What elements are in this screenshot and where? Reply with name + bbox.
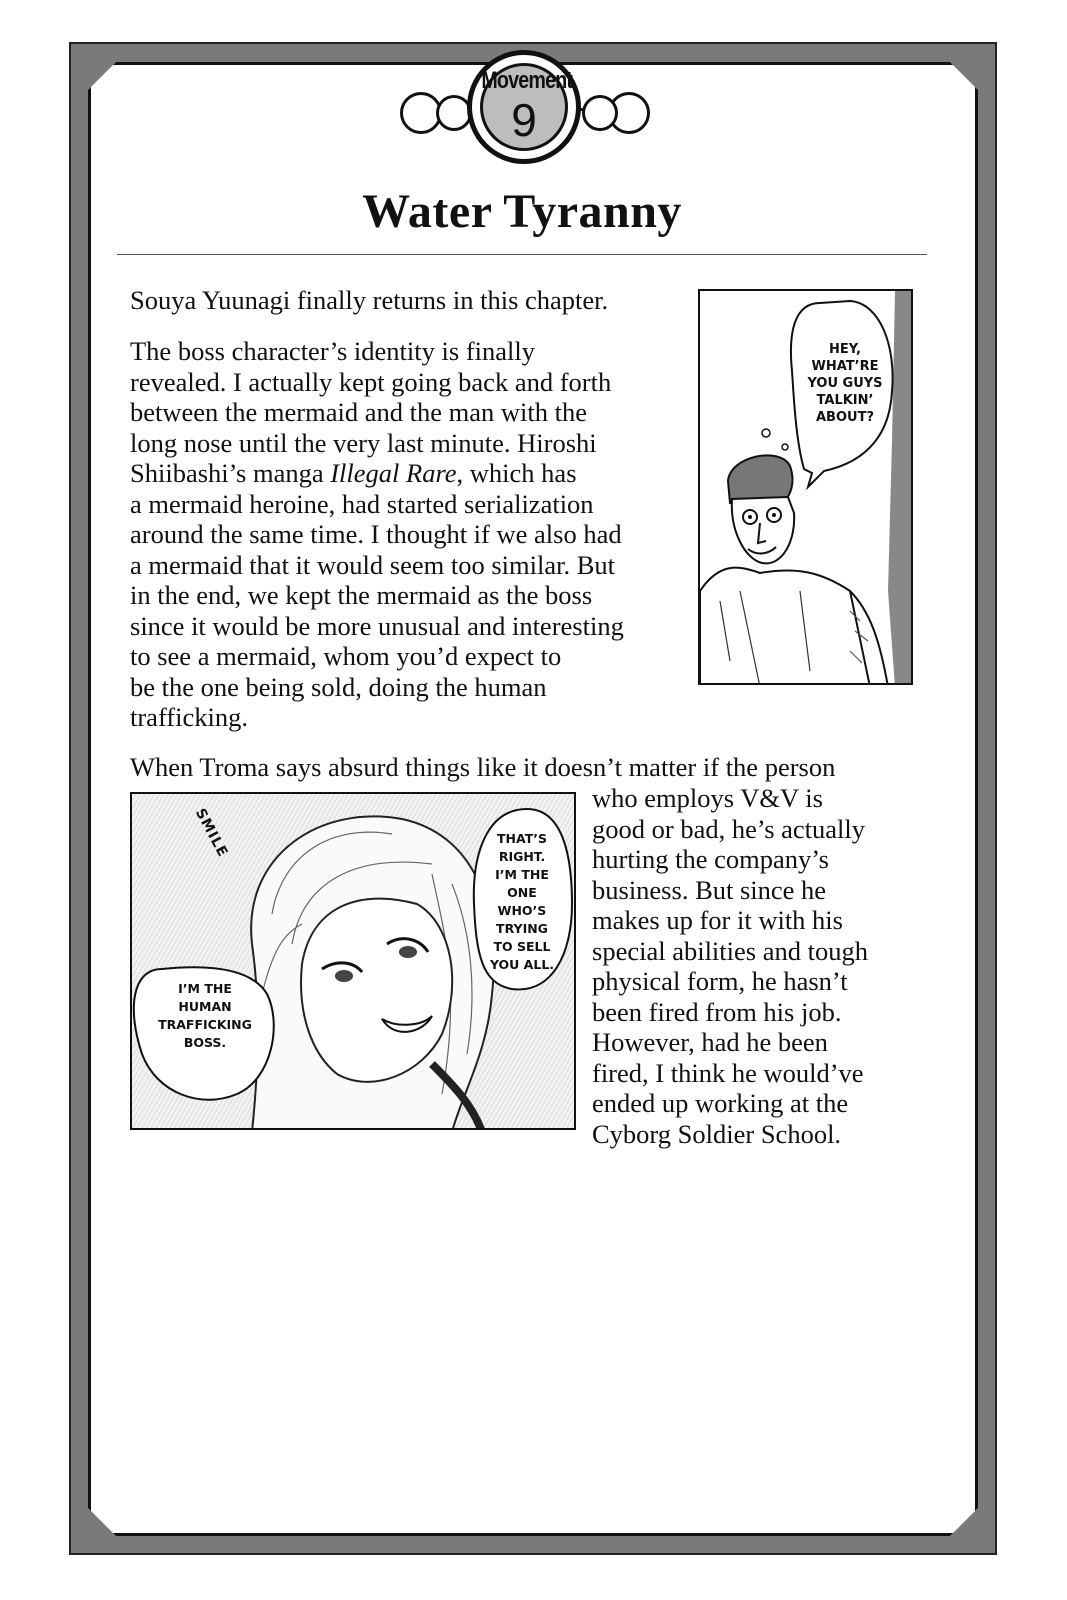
paragraph-3-line: makes up for it with his [592,905,843,935]
balloon-line: ONE [507,885,537,900]
balloon-line: TRAFFICKING [158,1017,252,1032]
paragraph-2-line: between the mermaid and the man with the [130,397,587,427]
paragraph-1: Souya Yuunagi finally returns in this chapter. [130,285,609,315]
balloon-line: WHAT’RE [811,359,879,374]
paragraph-3-line: who employs V&V is [592,783,823,813]
paragraph-2-line: a mermaid heroine, had started serialization [130,488,594,519]
paragraph-3-line: However, had he been [592,1027,828,1057]
balloon-text-man [800,341,890,426]
balloon-line: I’M THE [178,981,232,996]
balloon-line: TO SELL [493,939,551,954]
paragraph-3-line: fired, I think he would’ve [592,1057,864,1088]
chapter-title: Water Tyranny [362,185,682,238]
paragraph-3-line: been fired from his job. [592,996,842,1027]
balloon-text-left [150,980,260,1052]
balloon-line: YOU ALL. [489,957,555,972]
paragraph-3-line: Cyborg Soldier School. [592,1118,842,1149]
manga-panel-man [698,289,913,685]
balloon-line: ABOUT? [816,410,874,425]
paragraph-3 [592,783,932,1149]
paragraph-3-line: ended up working at the [592,1088,849,1118]
paragraph-2-line: The boss character’s identity is finally [130,336,535,366]
paragraph-3-line: hurting the company’s [592,844,829,874]
bandana [728,455,792,503]
paragraph-2-line: be the one being sold, doing the human [130,671,547,702]
paragraph-2-line: to see a mermaid, whom you’d expect to [130,641,562,671]
paragraph-2-line: trafficking. [130,702,248,732]
balloon-line: I’M THE [495,867,549,882]
line-text: , which has [456,458,577,488]
balloon-line: TRYING [496,921,548,936]
manga-panel-mermaid [130,792,576,1130]
line-text: Shiibashi’s manga [130,458,331,488]
badge-ring-right-inner [582,95,618,131]
man-shirt [700,568,870,685]
paragraph-3-line: physical form, he hasn’t [592,966,848,996]
paragraph-3-line: good or bad, he’s actually [592,813,866,844]
paragraph-2-line: revealed. I actually kept going back and forth [130,366,612,397]
paragraph-2-line: a mermaid that it would seem too similar. But [130,549,616,580]
paragraph-2-line: since it would be more unusual and interesting [130,610,624,641]
paragraph-2-line: around the same time. I thought if we also had [130,519,622,549]
balloon-line: HEY, [829,342,861,357]
badge-circle [467,50,581,164]
badge-label: Movement [481,67,573,94]
sfx-smile: SMILE [191,806,231,861]
paragraph-2-line: in the end, we kept the mermaid as the boss [130,580,593,610]
paragraph-2-line [130,458,685,489]
balloon-line: WHO’S [497,903,547,918]
balloon-line: YOU GUYS [807,376,883,391]
chapter-badge [400,42,650,162]
title-rule [117,254,927,255]
paragraph-3-line: business. But since he [592,874,827,905]
balloon-line: THAT’S [497,831,547,846]
badge-number: 9 [511,94,537,146]
balloon-text-right [477,830,567,974]
balloon-line: RIGHT. [498,849,546,864]
panel-screen-edge [888,291,913,685]
balloon-line: BOSS. [183,1035,227,1050]
paragraph-3-line: special abilities and tough [592,935,868,966]
paragraph-2 [130,336,685,733]
balloon-line: TALKIN’ [816,393,874,408]
manga-title: Illegal Rare [330,458,457,488]
balloon-line: HUMAN [178,999,232,1014]
paragraph-3-first-line: When Troma says absurd things like it doesn’t matter if the person [130,752,836,782]
paragraph-2-line: long nose until the very last minute. Hiroshi [130,427,597,458]
